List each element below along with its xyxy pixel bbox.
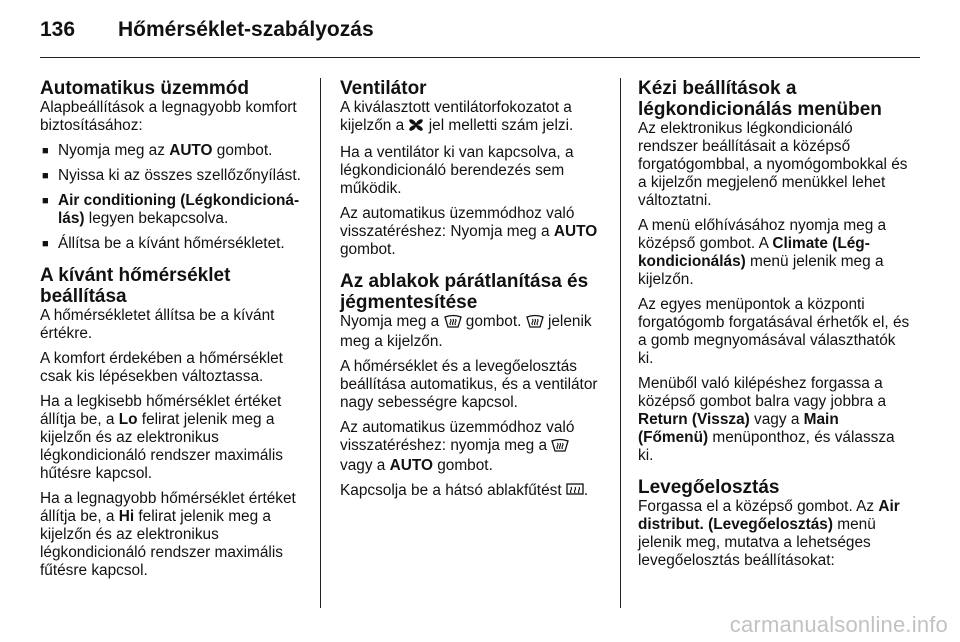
paragraph: A kiválasztott ventilátorfokozatot a kijelzőn a jel melletti szám jelzi. xyxy=(340,99,606,137)
bullet-icon: ■ xyxy=(42,238,49,250)
paragraph: Ha a legnagyobb hőmérséklet értéket állítja be, a Hi felirat jelenik meg a kijelzőn és az elektronikus légkondicionáló rendszer maximális fűtésre kapcsol. xyxy=(40,490,296,579)
header-divider xyxy=(40,57,920,58)
paragraph: Menüből való kilépéshez forgassa a középső gombot balra vagy jobbra a Return (Vissza) vagy a Main (Főmenü) menüponthoz, és válassza ki. xyxy=(638,375,895,464)
rear-window-heater-icon xyxy=(566,483,584,502)
windshield-defrost-icon xyxy=(444,314,462,333)
paragraph: A komfort érdekében a hőmérséklet csak kis lépésekben változtassa. xyxy=(40,350,283,385)
paragraph: Ha a legkisebb hőmérséklet értéket állítja be, a Lo felirat jelenik meg a kijelzőn és az elektronikus légkondicionáló rendszer maximális hűtésre kapcsol. xyxy=(40,393,283,482)
paragraph: A hőmérséklet és a levegőelosztás beállítása automatikus, és a ventilátor nagy sebességre kapcsol. xyxy=(340,358,598,411)
list-item: ■ Air conditioning (Légkondicioná-lás) legyen bekapcsolva. xyxy=(42,192,300,227)
section-title-fan: Ventilátor xyxy=(340,78,427,99)
section-title-defrost: Az ablakok párátlanítása és jégmentesítése xyxy=(340,271,589,313)
column-divider-1 xyxy=(320,78,321,608)
section-title-temperature: A kívánt hőmérséklet beállítása xyxy=(40,265,231,307)
section-title-automatic-mode: Automatikus üzemmód xyxy=(40,78,250,99)
paragraph: Az egyes menüpontok a központi forgatógomb forgatásával érhetők el, és a gomb megnyomásával választhatók ki. xyxy=(638,296,910,367)
paragraph: Az automatikus üzemmódhoz való visszatéréshez: Nyomja meg a AUTO gombot. xyxy=(340,205,598,258)
paragraph: Az elektronikus légkondicionáló rendszer beállításait a középső forgatógombbal, a nyomógombokkal és a kijelzőn megjelenő menükkel lehet változtatni. xyxy=(638,120,908,209)
paragraph: Forgassa el a középső gombot. Az Air distribut. (Levegőelosztás) menü jelenik meg, mutatva a lehetséges levegőelosztás beállításokat: xyxy=(638,498,900,569)
paragraph: A hőmérsékletet állítsa be a kívánt értékre. xyxy=(40,307,275,342)
automatic-intro: Alapbeállítások a legnagyobb komfort biztosításához: xyxy=(40,99,297,134)
windshield-defrost-icon xyxy=(526,314,544,333)
bullet-icon: ■ xyxy=(42,195,49,207)
bullet-icon: ■ xyxy=(42,145,49,157)
windshield-defrost-icon xyxy=(551,438,569,457)
list-item: ■ Nyissa ki az összes szellőzőnyílást. xyxy=(42,167,301,184)
page-title: Hőmérséklet-szabályozás xyxy=(118,18,374,41)
page-header xyxy=(40,18,374,48)
paragraph: Nyomja meg a gombot. jelenik meg a kijelzőn. xyxy=(340,313,592,350)
section-title-manual-settings: Kézi beállítások a légkondicionálás menüben xyxy=(638,78,882,120)
fan-icon xyxy=(408,118,424,137)
column-3 xyxy=(638,78,910,577)
list-item: ■ Állítsa be a kívánt hőmérsékletet. xyxy=(42,235,285,252)
paragraph: Kapcsolja be a hátsó ablakfűtést . xyxy=(340,482,606,502)
column-divider-2 xyxy=(620,78,621,608)
watermark: carmanualsonline.info xyxy=(729,612,948,637)
column-1 xyxy=(40,78,308,587)
bullet-icon: ■ xyxy=(42,170,49,182)
column-2 xyxy=(340,78,606,509)
paragraph: A menü előhívásához nyomja meg a középső gombot. A Climate (Lég-kondicionálás) menü jelenik meg a kijelzőn. xyxy=(638,217,887,288)
paragraph: Az automatikus üzemmódhoz való visszatéréshez: nyomja meg a vagy a AUTO gombot. xyxy=(340,419,575,474)
paragraph: Ha a ventilátor ki van kapcsolva, a légkondicionáló berendezés sem működik. xyxy=(340,144,574,197)
list-item: ■ Nyomja meg az AUTO gombot. xyxy=(42,142,273,159)
section-title-air-distribution: Levegőelosztás xyxy=(638,477,780,498)
page-number: 136 xyxy=(40,18,76,41)
